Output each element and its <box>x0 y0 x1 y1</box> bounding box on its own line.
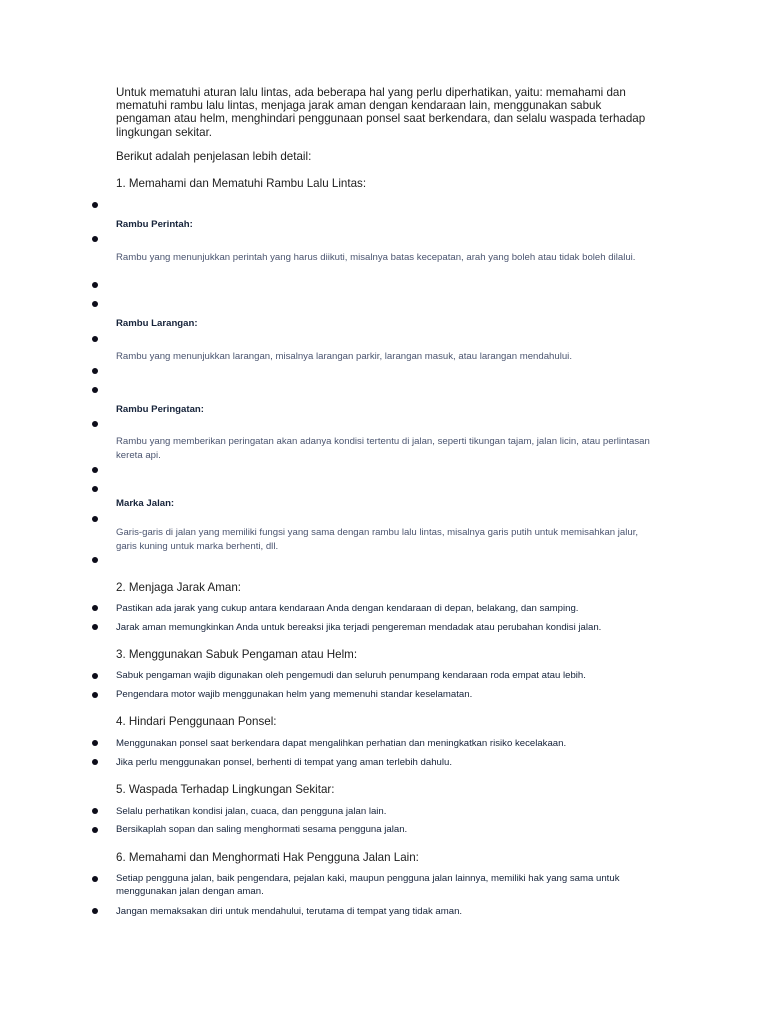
bullet-icon <box>92 557 98 563</box>
bullet-icon <box>92 236 98 242</box>
bullet-icon <box>92 908 98 914</box>
bullet-icon <box>92 759 98 765</box>
section-2-heading: 2. Menjaga Jarak Aman: <box>116 581 242 594</box>
subitem-rambu-peringatan-desc: Rambu yang memberikan peringatan akan adanya kondisi tertentu di jalan, seperti tikungan tajam, jalan licin, atau perlintasan kereta api. <box>116 436 650 461</box>
subitem-rambu-peringatan-title: Rambu Peringatan: <box>116 404 204 415</box>
bullet-icon <box>92 692 98 698</box>
subitem-rambu-larangan-desc: Rambu yang menunjukkan larangan, misalnya larangan parkir, larangan masuk, atau larangan mendahului. <box>116 351 572 362</box>
list-item: Setiap pengguna jalan, baik pengendara, pejalan kaki, maupun pengguna jalan lainnya, memiliki hak yang sama untuk menggunakan jalan dengan aman. <box>116 873 620 898</box>
list-item: Selalu perhatikan kondisi jalan, cuaca, dan pengguna jalan lain. <box>116 806 387 817</box>
bullet-icon <box>92 301 98 307</box>
bullet-icon <box>92 336 98 342</box>
subitem-marka-jalan-title: Marka Jalan: <box>116 498 175 509</box>
list-item: Jarak aman memungkinkan Anda untuk bereaksi jika terjadi pengereman mendadak atau perubahan kondisi jalan. <box>116 622 602 633</box>
bullet-icon <box>92 740 98 746</box>
bullet-icon <box>92 467 98 473</box>
lead-text: Berikut adalah penjelasan lebih detail: <box>116 150 312 163</box>
bullet-icon <box>92 673 98 679</box>
section-6-heading: 6. Memahami dan Menghormati Hak Pengguna Jalan Lain: <box>116 851 419 864</box>
bullet-icon <box>92 516 98 522</box>
subitem-rambu-perintah-title: Rambu Perintah: <box>116 219 193 230</box>
bullet-icon <box>92 368 98 374</box>
bullet-icon <box>92 387 98 393</box>
bullet-icon <box>92 605 98 611</box>
bullet-icon <box>92 624 98 630</box>
section-5-heading: 5. Waspada Terhadap Lingkungan Sekitar: <box>116 783 335 796</box>
bullet-icon <box>92 486 98 492</box>
bullet-icon <box>92 202 98 208</box>
intro-paragraph: Untuk mematuhi aturan lalu lintas, ada beberapa hal yang perlu diperhatikan, yaitu: memahami dan mematuhi rambu lalu lintas, menjaga jarak aman dengan kendaraan lain, menggunakan sabuk pengaman atau helm, menghindari penggunaan ponsel saat berkendara, dan selalu waspada terhadap lingkungan sekitar. <box>116 86 646 139</box>
subitem-marka-jalan-desc: Garis-garis di jalan yang memiliki fungsi yang sama dengan rambu lalu lintas, misalnya garis putih untuk memisahkan jalur, garis kuning untuk marka berhenti, dll. <box>116 527 639 552</box>
section-3-heading: 3. Menggunakan Sabuk Pengaman atau Helm: <box>116 648 358 661</box>
section-1-heading: 1. Memahami dan Mematuhi Rambu Lalu Lintas: <box>116 177 367 190</box>
bullet-icon <box>92 282 98 288</box>
section-4-heading: 4. Hindari Penggunaan Ponsel: <box>116 715 277 728</box>
list-item: Jangan memaksakan diri untuk mendahului, terutama di tempat yang tidak aman. <box>116 906 463 917</box>
list-item: Bersikaplah sopan dan saling menghormati sesama pengguna jalan. <box>116 824 408 835</box>
list-item: Sabuk pengaman wajib digunakan oleh pengemudi dan seluruh penumpang kendaraan roda empat atau lebih. <box>116 670 586 681</box>
subitem-rambu-larangan-title: Rambu Larangan: <box>116 318 198 329</box>
bullet-icon <box>92 827 98 833</box>
bullet-icon <box>92 808 98 814</box>
bullet-icon <box>92 421 98 427</box>
list-item: Pengendara motor wajib menggunakan helm yang memenuhi standar keselamatan. <box>116 689 473 700</box>
list-item: Jika perlu menggunakan ponsel, berhenti di tempat yang aman terlebih dahulu. <box>116 757 453 768</box>
bullet-icon <box>92 876 98 882</box>
list-item: Menggunakan ponsel saat berkendara dapat mengalihkan perhatian dan meningkatkan risiko kecelakaan. <box>116 738 567 749</box>
list-item: Pastikan ada jarak yang cukup antara kendaraan Anda dengan kendaraan di depan, belakang, dan samping. <box>116 603 579 614</box>
subitem-rambu-perintah-desc: Rambu yang menunjukkan perintah yang harus diikuti, misalnya batas kecepatan, arah yang boleh atau tidak boleh dilalui. <box>116 252 636 263</box>
